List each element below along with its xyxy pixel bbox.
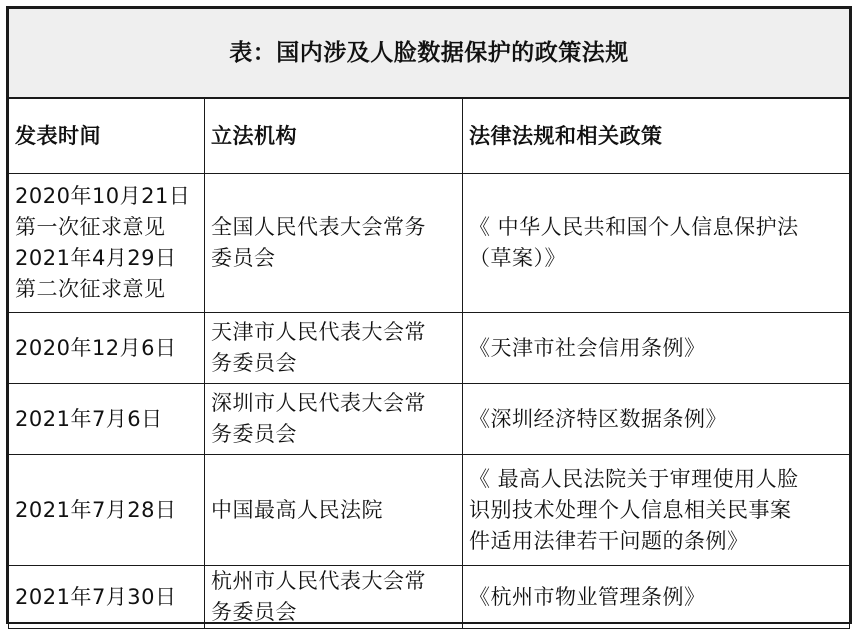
policy-table-frame xyxy=(6,6,852,624)
date-line: 2021年7月30日 xyxy=(15,584,177,609)
body-line: 全国人民代表大会常务 xyxy=(211,215,426,239)
cell-law xyxy=(463,174,850,313)
table-row xyxy=(9,313,850,384)
cell-body xyxy=(205,313,463,384)
law-line: 件适用法律若干问题的条例》 xyxy=(469,528,749,553)
cell-body xyxy=(205,455,463,566)
law-line: 《天津市社会信用条例》 xyxy=(469,335,706,360)
cell-law xyxy=(463,384,850,455)
law-line: 识别技术处理个人信息相关民事案 xyxy=(469,497,792,522)
body-line: 委员会 xyxy=(211,246,276,270)
cell-date xyxy=(9,455,205,566)
table-row xyxy=(9,384,850,455)
header-law: 法律法规和相关政策 xyxy=(463,98,850,174)
date-line: 2020年12月6日 xyxy=(15,335,177,360)
table-row xyxy=(9,566,850,629)
date-line: 第一次征求意见 xyxy=(15,215,166,239)
cell-date xyxy=(9,384,205,455)
body-line: 中国最高人民法院 xyxy=(211,497,383,522)
date-line: 2021年4月29日 xyxy=(15,246,177,270)
date-line: 2021年7月28日 xyxy=(15,497,177,522)
cell-date xyxy=(9,174,205,313)
table-row xyxy=(9,455,850,566)
body-line: 务委员会 xyxy=(211,422,297,446)
body-line: 天津市人民代表大会常 xyxy=(211,320,426,344)
body-line: 杭州市人民代表大会常 xyxy=(211,569,426,593)
cell-body xyxy=(205,384,463,455)
body-line: 务委员会 xyxy=(211,600,297,624)
header-row xyxy=(9,98,850,174)
cell-body xyxy=(205,174,463,313)
header-date: 发表时间 xyxy=(9,98,205,174)
cell-law xyxy=(463,455,850,566)
law-line: （草案）》 xyxy=(469,246,566,270)
law-line: 《 中华人民共和国个人信息保护法 xyxy=(469,215,799,239)
cell-date xyxy=(9,313,205,384)
body-line: 深圳市人民代表大会常 xyxy=(211,391,426,415)
table-row xyxy=(9,174,850,313)
date-line: 2020年10月21日 xyxy=(15,184,191,208)
cell-body xyxy=(205,566,463,629)
law-line: 《 最高人民法院关于审理使用人脸 xyxy=(469,466,799,491)
date-line: 第二次征求意见 xyxy=(15,277,166,301)
law-line: 《深圳经济特区数据条例》 xyxy=(469,406,727,431)
cell-law xyxy=(463,566,850,629)
law-line: 《杭州市物业管理条例》 xyxy=(469,584,706,609)
body-line: 务委员会 xyxy=(211,351,297,375)
table-title: 表：国内涉及人脸数据保护的政策法规 xyxy=(9,9,850,99)
header-body: 立法机构 xyxy=(205,98,463,174)
cell-law xyxy=(463,313,850,384)
date-line: 2021年7月6日 xyxy=(15,406,163,431)
policy-table xyxy=(8,8,850,629)
cell-date xyxy=(9,566,205,629)
